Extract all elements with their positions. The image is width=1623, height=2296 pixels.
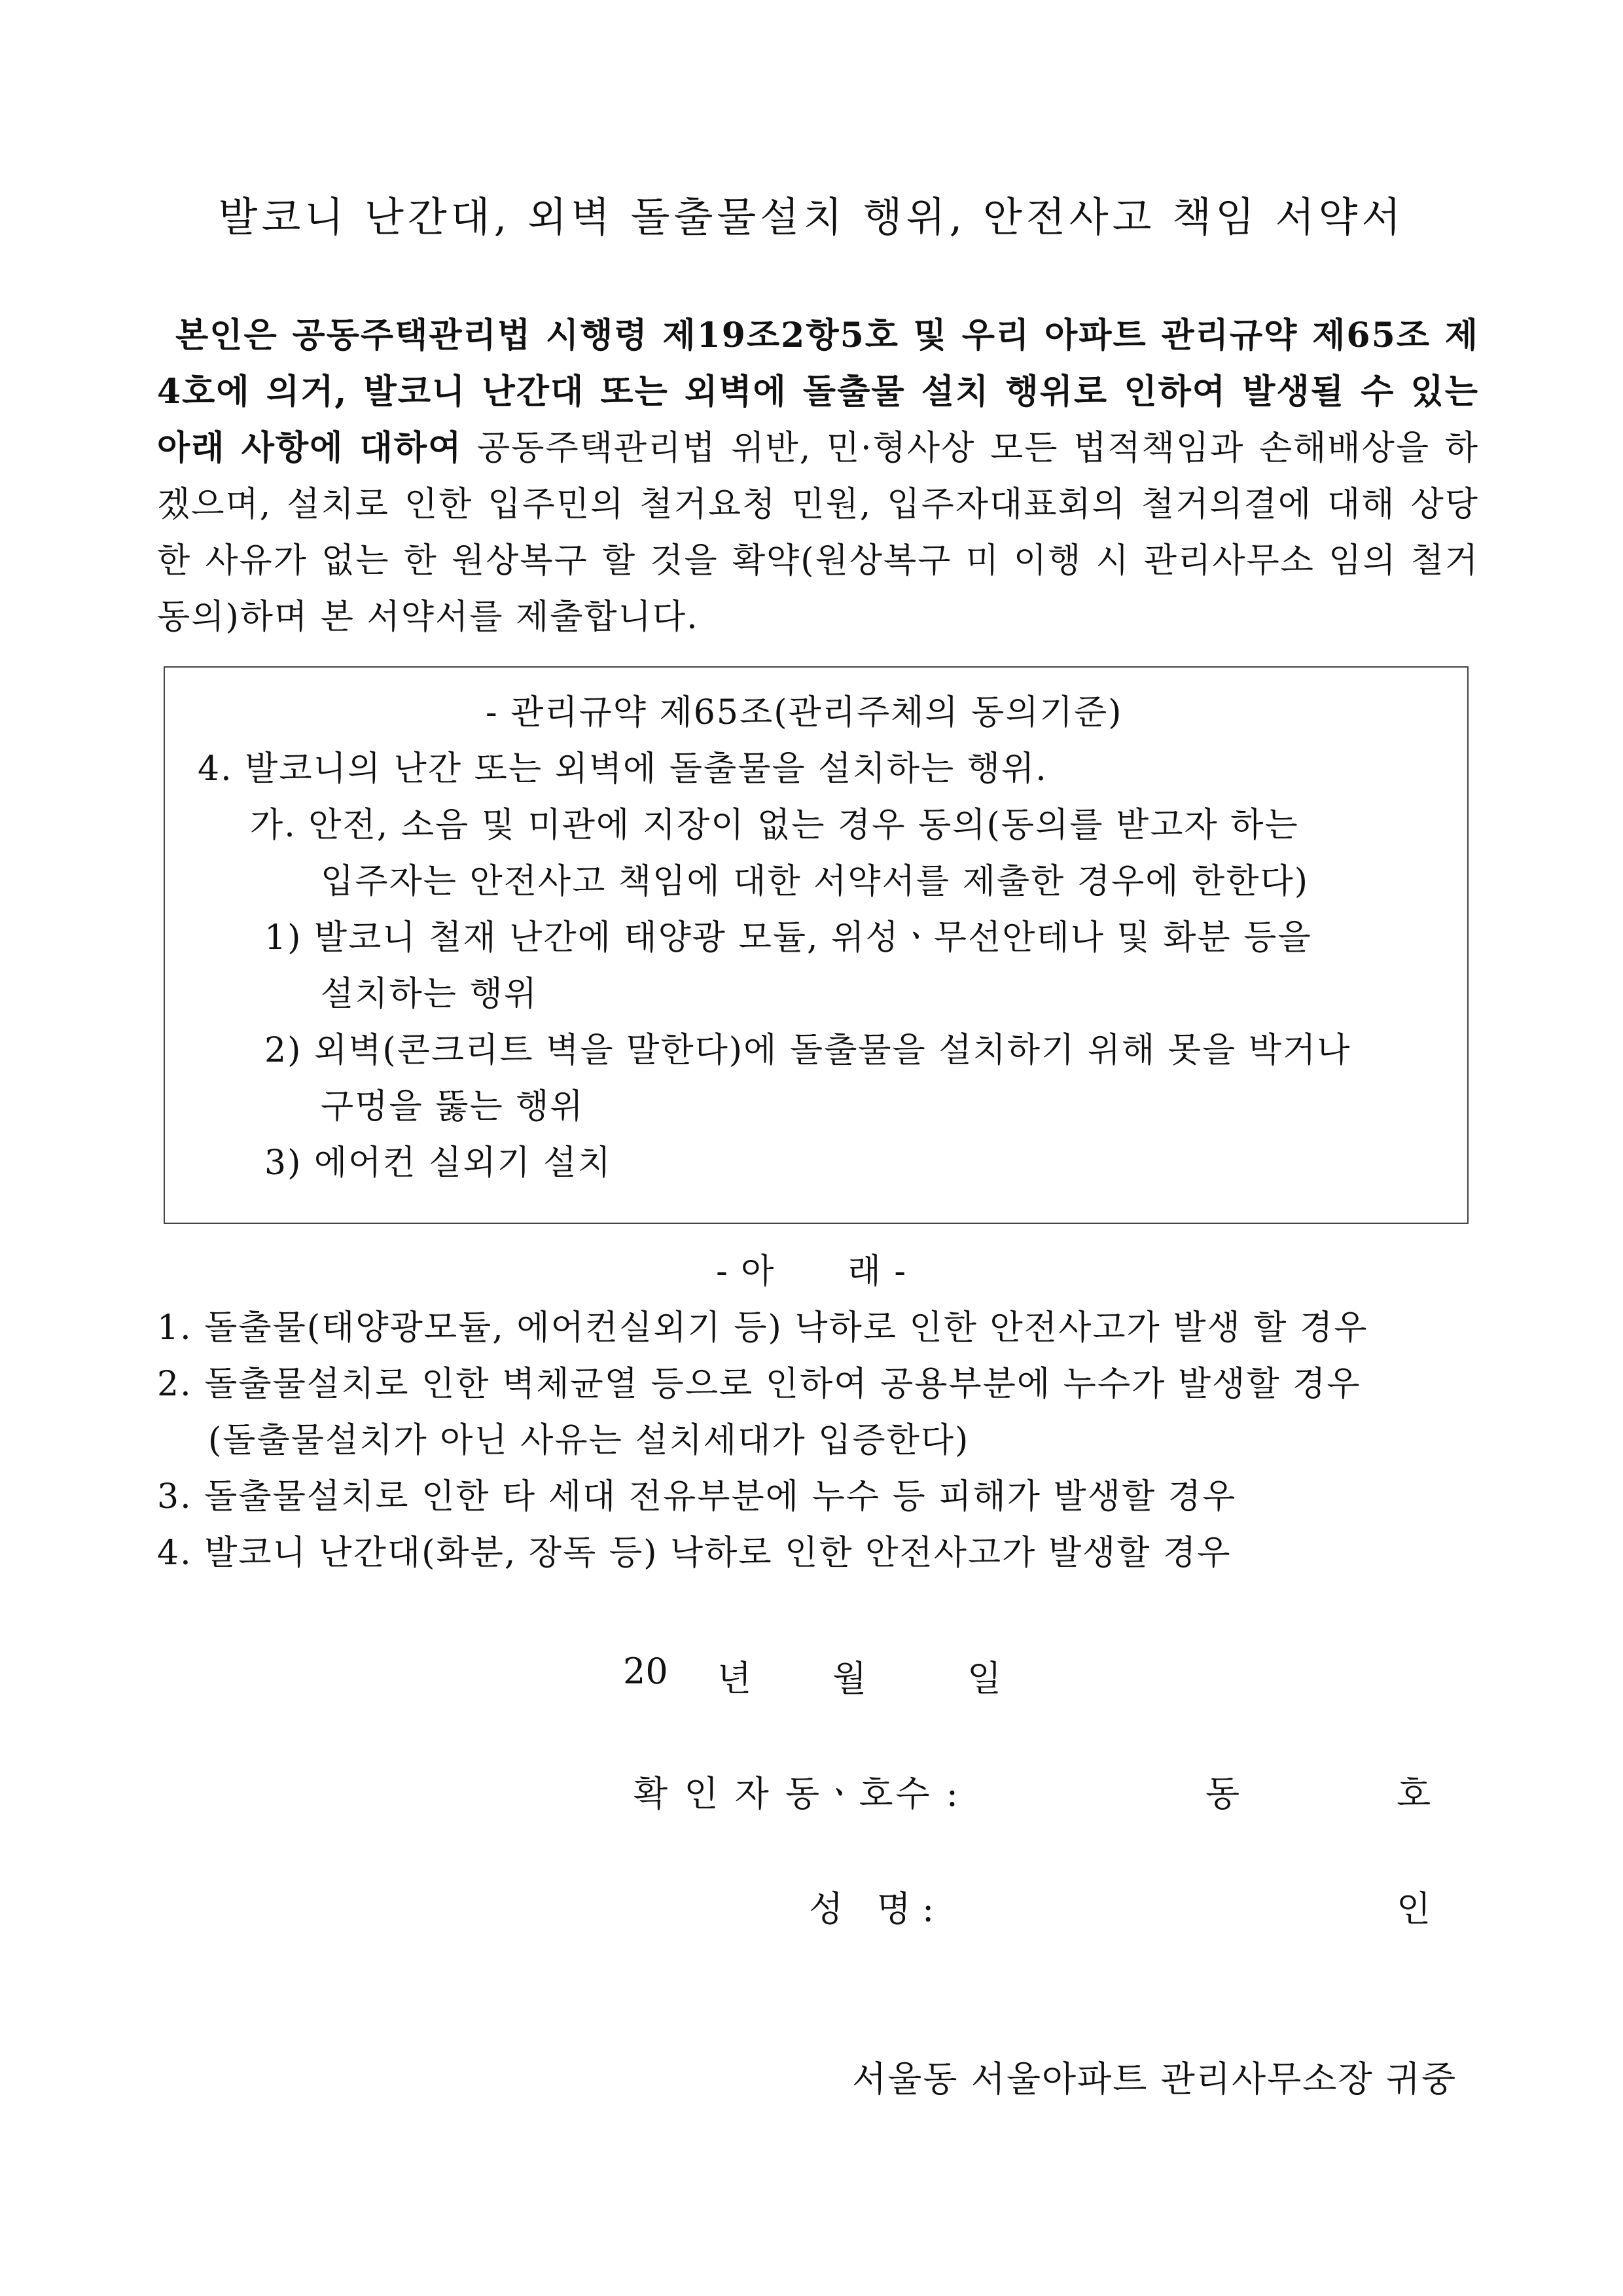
list-item-1: 1. 돌출물(태양광모듈, 에어컨실외기 등) 낙하로 인한 안전사고가 발생 할 경우 (157, 1308, 1368, 1348)
regulation-box (164, 666, 1469, 1224)
list-item-2: 2. 돌출물설치로 인한 벽체균열 등으로 인하여 공용부분에 누수가 발생할 경우 (157, 1365, 1361, 1404)
date-day: 일 (967, 1658, 1002, 1699)
date-year-prefix: 20 (623, 1651, 668, 1692)
regulation-point-1: 1) 발코니 철재 난간에 태양광 모듈, 위성ㆍ무선안테나 및 화분 등을 (264, 918, 1312, 958)
regulation-sub-ga: 가. 안전, 소음 및 미관에 지장이 없는 경우 동의(동의를 받고자 하는 (250, 806, 1299, 845)
seal-mark: 인 (1397, 1888, 1431, 1929)
document-title: 발코니 난간대, 외벽 돌출물설치 행위, 안전사고 책임 서약서 (218, 193, 1405, 241)
regulation-item-4: 4. 발코니의 난간 또는 외벽에 돌출물을 설치하는 행위. (198, 749, 1048, 789)
confirm-ho: 호 (1397, 1773, 1431, 1814)
date-year: 년 (717, 1658, 752, 1699)
items-heading: - 아 래 - (716, 1252, 907, 1291)
confirm-label: 확 인 자 동ㆍ호수 : (633, 1773, 961, 1814)
regulation-point-2-cont: 구멍을 뚫는 행위 (321, 1087, 584, 1126)
list-item-3: 3. 돌출물설치로 인한 타 세대 전유부분에 누수 등 피해가 발생할 경우 (157, 1477, 1237, 1516)
regulation-point-1-cont: 설치하는 행위 (321, 975, 538, 1014)
name-label: 성 명 : (809, 1888, 935, 1929)
date-month: 월 (832, 1658, 867, 1699)
regulation-sub-ga-cont: 입주자는 안전사고 책임에 대한 서약서를 제출한 경우에 한한다) (321, 862, 1310, 901)
pledge-normal-text: 공동주택관리법 위반, 민·형사상 모든 법적책임과 손해배상을 하겠으며, 설치로 인한 입주민의 철거요청 민원, 입주자대표회의 철거의결에 대해 상당한 사유가 없는 한 원상복구 할 것을 확약(원상복구 미 이행 시 관리사무소 임의 철거 동의)하며 본 서약서를 제출합니다. (157, 429, 1479, 637)
regulation-heading: - 관리규약 제65조(관리주체의 동의기준) (486, 693, 1123, 732)
list-item-4: 4. 발코니 난간대(화분, 장독 등) 낙하로 인한 안전사고가 발생할 경우 (157, 1534, 1232, 1573)
pledge-bold-text: 본인은 공동주택관리법 시행령 제19조2항5호 및 우리 아파트 관리규약 제65조 제4호에 의거, 발코니 난간대 또는 외벽에 돌출물 설치 행위로 인하여 발생될 수 있는 아래 사항에 대하여 (157, 315, 1479, 468)
confirm-dong: 동 (1205, 1773, 1240, 1814)
regulation-point-3: 3) 에어컨 실외기 설치 (264, 1143, 612, 1183)
regulation-point-2: 2) 외벽(콘크리트 벽을 말한다)에 돌출물을 설치하기 위해 못을 박거나 (264, 1031, 1351, 1070)
list-item-2-note: (돌출물설치가 아닌 사유는 설치세대가 입증한다) (208, 1421, 970, 1460)
pledge-paragraph (157, 308, 1479, 645)
addressee: 서울동 서울아파트 관리사무소장 귀중 (852, 2058, 1457, 2100)
